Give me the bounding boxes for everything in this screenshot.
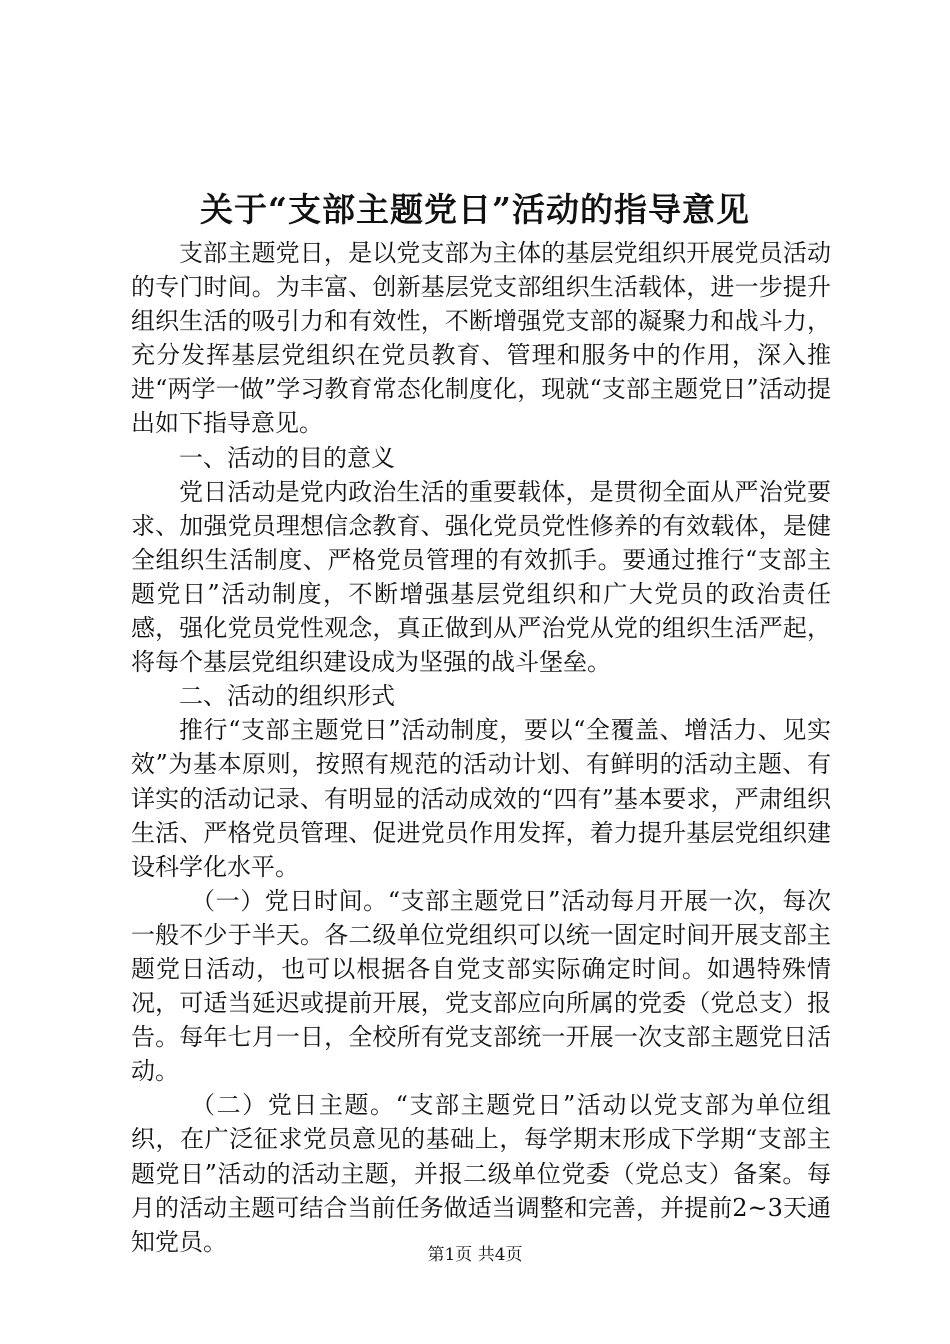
section-heading-purpose: 一、活动的目的意义 [179,443,395,472]
document-title: 关于“支部主题党日”活动的指导意见 [200,190,750,229]
purpose-paragraph: 党日活动是党内政治生活的重要载体，是贯彻全面从严治党要求、加强党员理想信念教育、强化党员党性修养的有效载体，是健全组织生活制度、严格党员管理的有效抓手。要通过推行“支部主题党日”活动制度，不断增强基层党组织和广大党员的政治责任感，强化党员党性观念，真正做到从严治党从党的组织生活严起，将每个基层党组织建设成为坚强的战斗堡垒。 [131,477,831,677]
party-day-theme-paragraph: （二）党日主题。“支部主题党日”活动以党支部为单位组织，在广泛征求党员意见的基础上，每学期末形成下学期“支部主题党日”活动的活动主题，并报二级单位党委（党总支）备案。每月的活动主题可结合当前任务做适当调整和完善，并提前2~3天通知党员。 [131,1091,831,1256]
form-paragraph: 推行“支部主题党日”活动制度，要以“全覆盖、增活力、见实效”为基本原则，按照有规范的活动计划、有鲜明的活动主题、有详实的活动记录、有明显的活动成效的“四有”基本要求，严肃组织生活、严格党员管理、促进党员作用发挥，着力提升基层党组织建设科学化水平。 [131,716,831,881]
party-day-time-paragraph: （一）党日时间。“支部主题党日”活动每月开展一次，每次一般不少于半天。各二级单位党组织可以统一固定时间开展支部主题党日活动，也可以根据各自党支部实际确定时间。如遇特殊情况，可适当延迟或提前开展，党支部应向所属的党委（党总支）报告。每年七月一日，全校所有党支部统一开展一次支部主题党日活动。 [131,886,831,1086]
page-number: 第1页 共4页 [427,1245,523,1265]
document-body [131,236,831,1259]
section-heading-form: 二、活动的组织形式 [179,682,395,711]
intro-paragraph: 支部主题党日，是以党支部为主体的基层党组织开展党员活动的专门时间。为丰富、创新基层党支部组织生活载体，进一步提升组织生活的吸引力和有效性，不断增强党支部的凝聚力和战斗力，充分发挥基层党组织在党员教育、管理和服务中的作用，深入推进“两学一做”学习教育常态化制度化，现就“支部主题党日”活动提出如下指导意见。 [131,239,831,438]
